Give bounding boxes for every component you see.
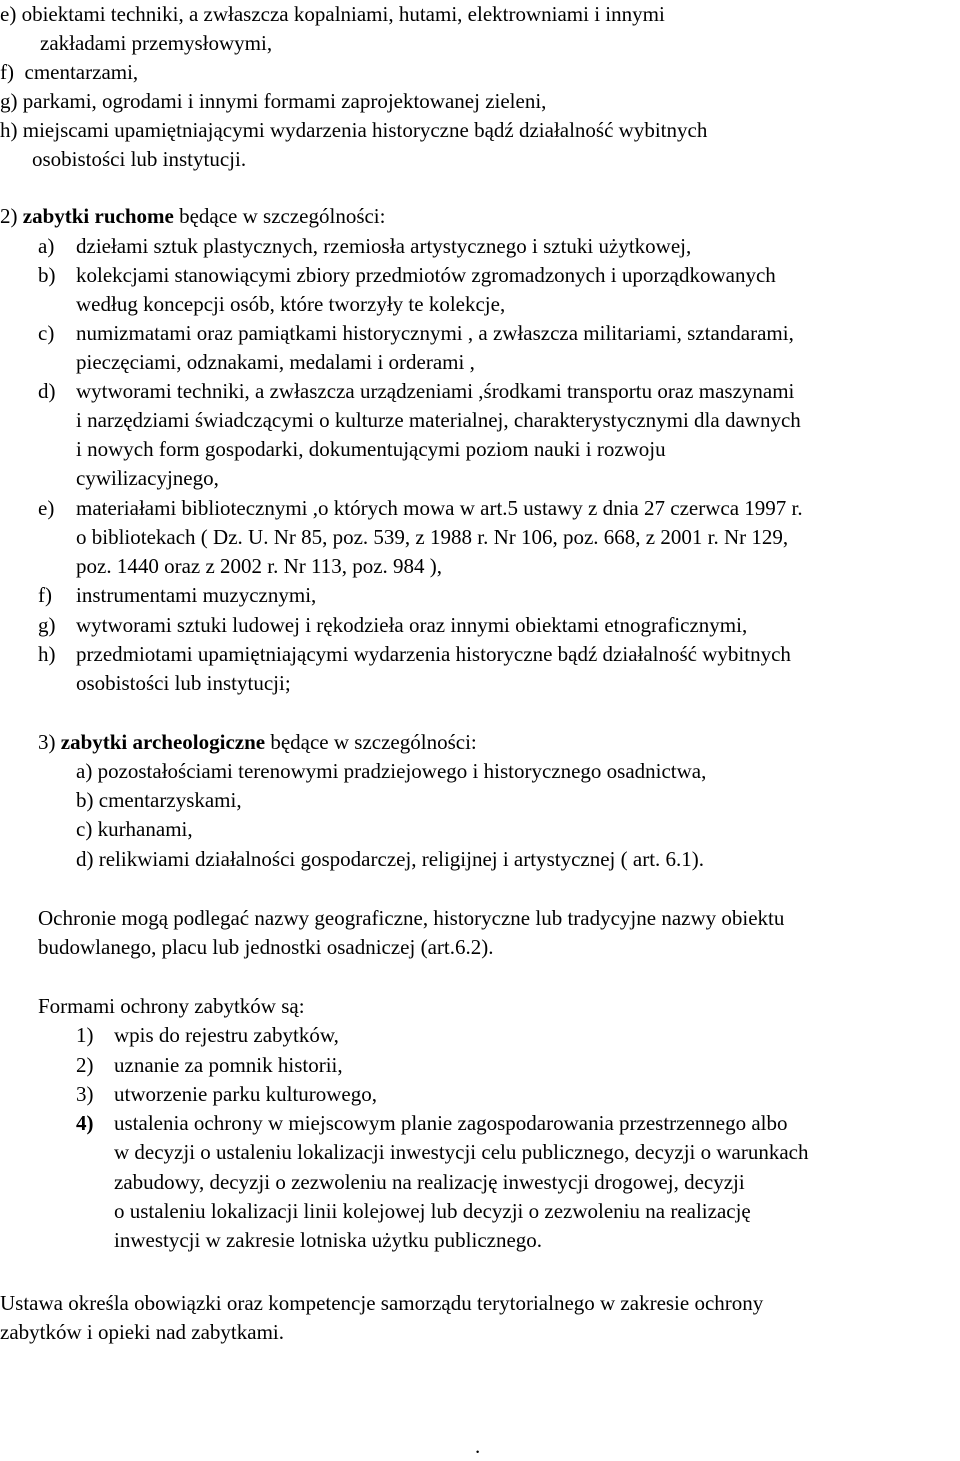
item-text: przedmiotami upamiętniającymi wydarzenia historyczne bądź działalność wybitnych: [76, 642, 791, 666]
list-item: b) cmentarzyskami,: [76, 788, 242, 812]
section-number: 3): [38, 730, 56, 754]
paragraph-line: Ustawa określa obowiązki oraz kompetencje samorządu terytorialnego w zakresie ochrony: [0, 1291, 764, 1315]
item-label: 4): [76, 1111, 94, 1135]
item-label: e): [0, 2, 17, 26]
item-label: f): [38, 583, 52, 607]
paragraph-line: zabytków i opieki nad zabytkami.: [0, 1320, 285, 1344]
item-text: cmentarzami,: [24, 60, 139, 84]
item-text: ustalenia ochrony w miejscowym planie zagospodarowania przestrzennego albo: [114, 1111, 788, 1135]
paragraph-line: budowlanego, placu lub jednostki osadniczej (art.6.2).: [38, 935, 494, 959]
item-text-continued: o bibliotekach ( Dz. U. Nr 85, poz. 539, z 1988 r. Nr 106, poz. 668, z 2001 r. Nr 129,: [76, 525, 789, 549]
item-label: g): [38, 613, 56, 637]
item-text-continued: zabudowy, decyzji o zezwoleniu na realizację inwestycji drogowej, decyzji: [114, 1170, 745, 1194]
list-item: c) kurhanami,: [76, 817, 193, 841]
list-item: [0, 0, 960, 29]
item-text: kolekcjami stanowiącymi zbiory przedmiotów zgromadzonych i uporządkowanych: [76, 263, 776, 287]
section-title: zabytki archeologiczne: [60, 730, 266, 754]
item-text: wytworami techniki, a zwłaszcza urządzeniami ,środkami transportu oraz maszynami: [76, 379, 795, 403]
list-item: [76, 1080, 960, 1109]
section-heading-rest: będące w szczególności:: [179, 204, 386, 228]
item-text-continued: inwestycji w zakresie lotniska użytku publicznego.: [114, 1228, 543, 1252]
item-label: f): [0, 60, 14, 84]
item-text: parkami, ogrodami i innymi formami zaprojektowanej zieleni,: [22, 89, 547, 113]
item-text-continued: cywilizacyjnego,: [76, 466, 219, 490]
list-item: [38, 261, 960, 290]
item-text: miejscami upamiętniającymi wydarzenia historyczne bądź działalność wybitnych: [22, 118, 708, 142]
item-text-continued: w decyzji o ustaleniu lokalizacji inwestycji celu publicznego, decyzji o warunkach: [114, 1140, 809, 1164]
list-item: [38, 611, 960, 640]
footer-mark: .: [475, 1434, 481, 1458]
item-label: a): [38, 234, 55, 258]
section-heading: [38, 728, 960, 757]
item-label: 1): [76, 1023, 94, 1047]
item-label: 3): [76, 1082, 94, 1106]
list-item: [38, 494, 960, 523]
item-text: instrumentami muzycznymi,: [76, 583, 317, 607]
item-label: b): [38, 263, 56, 287]
section-heading: [0, 202, 960, 231]
item-text-continued: poz. 1440 oraz z 2002 r. Nr 113, poz. 984 ),: [76, 554, 443, 578]
list-item: [38, 640, 960, 669]
item-label: e): [38, 496, 55, 520]
item-text: uznanie za pomnik historii,: [114, 1053, 343, 1077]
item-text: wpis do rejestru zabytków,: [114, 1023, 339, 1047]
paragraph-line: Ochronie mogą podlegać nazwy geograficzne, historyczne lub tradycyjne nazwy obiektu: [38, 906, 785, 930]
item-text-continued: osobistości lub instytucji;: [76, 671, 291, 695]
list-intro: Formami ochrony zabytków są:: [38, 994, 305, 1018]
item-text: materiałami bibliotecznymi ,o których mowa w art.5 ustawy z dnia 27 czerwca 1997 r.: [76, 496, 803, 520]
item-text-continued: osobistości lub instytucji.: [32, 147, 247, 171]
item-label: d): [38, 379, 56, 403]
item-text: dziełami sztuk plastycznych, rzemiosła artystycznego i sztuki użytkowej,: [76, 234, 692, 258]
list-item: [0, 116, 960, 145]
list-item: [0, 87, 960, 116]
list-item: a) pozostałościami terenowymi pradziejowego i historycznego osadnictwa,: [76, 759, 707, 783]
item-text: wytworami sztuki ludowej i rękodzieła oraz innymi obiektami etnograficznymi,: [76, 613, 748, 637]
item-label: g): [0, 89, 18, 113]
list-item: [38, 377, 960, 406]
item-label: h): [38, 642, 56, 666]
list-item: d) relikwiami działalności gospodarczej, religijnej i artystycznej ( art. 6.1).: [76, 847, 705, 871]
section-title: zabytki ruchome: [22, 204, 174, 228]
item-label: 2): [76, 1053, 94, 1077]
list-item: [38, 232, 960, 261]
item-label: h): [0, 118, 18, 142]
item-text-continued: zakładami przemysłowymi,: [40, 31, 273, 55]
list-item: [76, 1051, 960, 1080]
item-text-continued: według koncepcji osób, które tworzyły te kolekcje,: [76, 292, 506, 316]
list-item: [38, 319, 960, 348]
section-heading-rest: będące w szczególności:: [270, 730, 477, 754]
item-text: numizmatami oraz pamiątkami historycznymi , a zwłaszcza militariami, sztandarami,: [76, 321, 794, 345]
list-item: [76, 1021, 960, 1050]
section-number: 2): [0, 204, 18, 228]
item-text-continued: pieczęciami, odznakami, medalami i orderami ,: [76, 350, 475, 374]
list-item: [38, 581, 960, 610]
list-item: [76, 1109, 960, 1138]
item-text-continued: o ustaleniu lokalizacji linii kolejowej lub decyzji o zezwoleniu na realizację: [114, 1199, 751, 1223]
list-item: [0, 58, 960, 87]
item-text-continued: i nowych form gospodarki, dokumentującymi poziom nauki i rozwoju: [76, 437, 666, 461]
item-label: c): [38, 321, 55, 345]
item-text: obiektami techniki, a zwłaszcza kopalniami, hutami, elektrowniami i innymi: [21, 2, 665, 26]
item-text: utworzenie parku kulturowego,: [114, 1082, 378, 1106]
item-text-continued: i narzędziami świadczącymi o kulturze materialnej, charakterystycznymi dla dawnych: [76, 408, 801, 432]
